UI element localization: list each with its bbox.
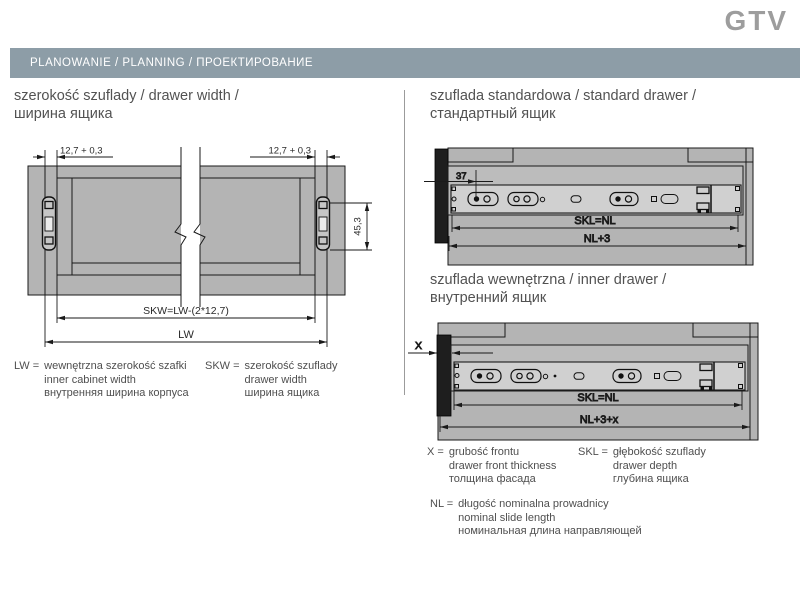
legend-skw-line1: szerokość szuflady — [244, 360, 338, 372]
legend-nl-line3: номинальная длина направляющей — [458, 525, 642, 537]
inner-drawer-diagram — [405, 318, 765, 446]
dimension-offset-left — [33, 146, 113, 167]
legend-x-line3: толщина фасада — [448, 473, 536, 485]
slide-profile-left — [43, 197, 56, 250]
inner-drawer-title-line2: внутренний ящик — [430, 290, 547, 306]
legend-nl-line1: długość nominalna prowadnicy — [458, 498, 609, 510]
legend-x-line2: drawer front thickness — [448, 459, 557, 472]
drawer-width-title-line1: szerokość szuflady / drawer width / — [14, 88, 239, 104]
dim-label-nl-inner: NL+3+x — [579, 414, 619, 426]
legend-lw-line2: inner cabinet width — [44, 373, 136, 386]
dim-label-skw: SKW=LW-(2*12,7) — [143, 305, 229, 317]
inner-drawer-front-panel — [437, 335, 451, 416]
dim-label-offset-left: 12,7 + 0,3 — [60, 145, 103, 157]
dim-label-front-offset: 37 — [456, 171, 467, 182]
gtv-logo: GTV — [724, 5, 788, 36]
section-header-bar — [10, 48, 800, 78]
legend-skw — [205, 360, 337, 401]
legend-nl-term: NL = — [430, 498, 454, 510]
slide-profile-right — [317, 197, 330, 250]
dim-label-skl-standard: SKL=NL — [574, 215, 616, 227]
legend-lw-line3: внутренняя ширина корпуса — [44, 387, 189, 399]
page-title: PLANOWANIE / PLANNING / ПРОЕКТИРОВАНИЕ — [30, 57, 314, 69]
standard-drawer-title — [430, 87, 696, 123]
inner-drawer-title-line1: szuflada wewnętrzna / inner drawer / — [430, 272, 667, 288]
legend-nl-line2: nominal slide length — [458, 511, 556, 524]
standard-drawer-diagram — [420, 140, 765, 270]
inner-slide-rail — [454, 362, 745, 390]
dimension-skw — [57, 295, 315, 323]
legend-skw-line2: drawer width — [244, 373, 307, 386]
drawer-front-panel — [435, 149, 448, 243]
legend-skw-term: SKW = — [205, 360, 240, 372]
legend-lw — [14, 360, 189, 401]
legend-skl-line1: głębokość szuflady — [612, 446, 706, 458]
dim-label-skl-inner: SKL=NL — [577, 392, 619, 404]
legend-x-line1: grubość frontu — [448, 446, 520, 458]
standard-drawer-title-line1: szuflada standardowa / standard drawer / — [430, 88, 696, 104]
drawer-width-title-line2: ширина ящика — [14, 106, 113, 122]
legend-x-term: X = — [427, 446, 444, 458]
drawer-width-diagram — [0, 140, 400, 355]
dim-label-nl-standard: NL+3 — [583, 233, 611, 245]
standard-drawer-body — [435, 148, 753, 265]
legend-skl-line3: глубина ящика — [612, 473, 689, 485]
dim-label-lw: LW — [178, 329, 194, 341]
dimension-offset-right — [250, 146, 340, 167]
cabinet-cross-section — [28, 147, 345, 307]
standard-drawer-title-line2: стандартный ящик — [430, 106, 556, 122]
legend-skw-line3: ширина ящика — [244, 387, 320, 399]
legend-x — [427, 446, 556, 487]
dimension-lw — [45, 295, 327, 347]
dim-label-front-thickness: X — [415, 340, 423, 352]
legend-lw-term: LW = — [14, 360, 40, 372]
legend-skl — [578, 446, 706, 487]
legend-lw-line1: wewnętrzna szerokość szafki — [44, 360, 187, 372]
dim-label-slide-height: 45,3 — [352, 217, 364, 236]
inner-drawer-title — [430, 271, 666, 307]
dim-label-offset-right: 12,7 + 0,3 — [268, 145, 311, 157]
legend-nl — [430, 498, 642, 539]
legend-skl-line2: drawer depth — [612, 459, 678, 472]
legend-skl-term: SKL = — [578, 446, 608, 458]
drawer-width-title — [14, 87, 239, 123]
